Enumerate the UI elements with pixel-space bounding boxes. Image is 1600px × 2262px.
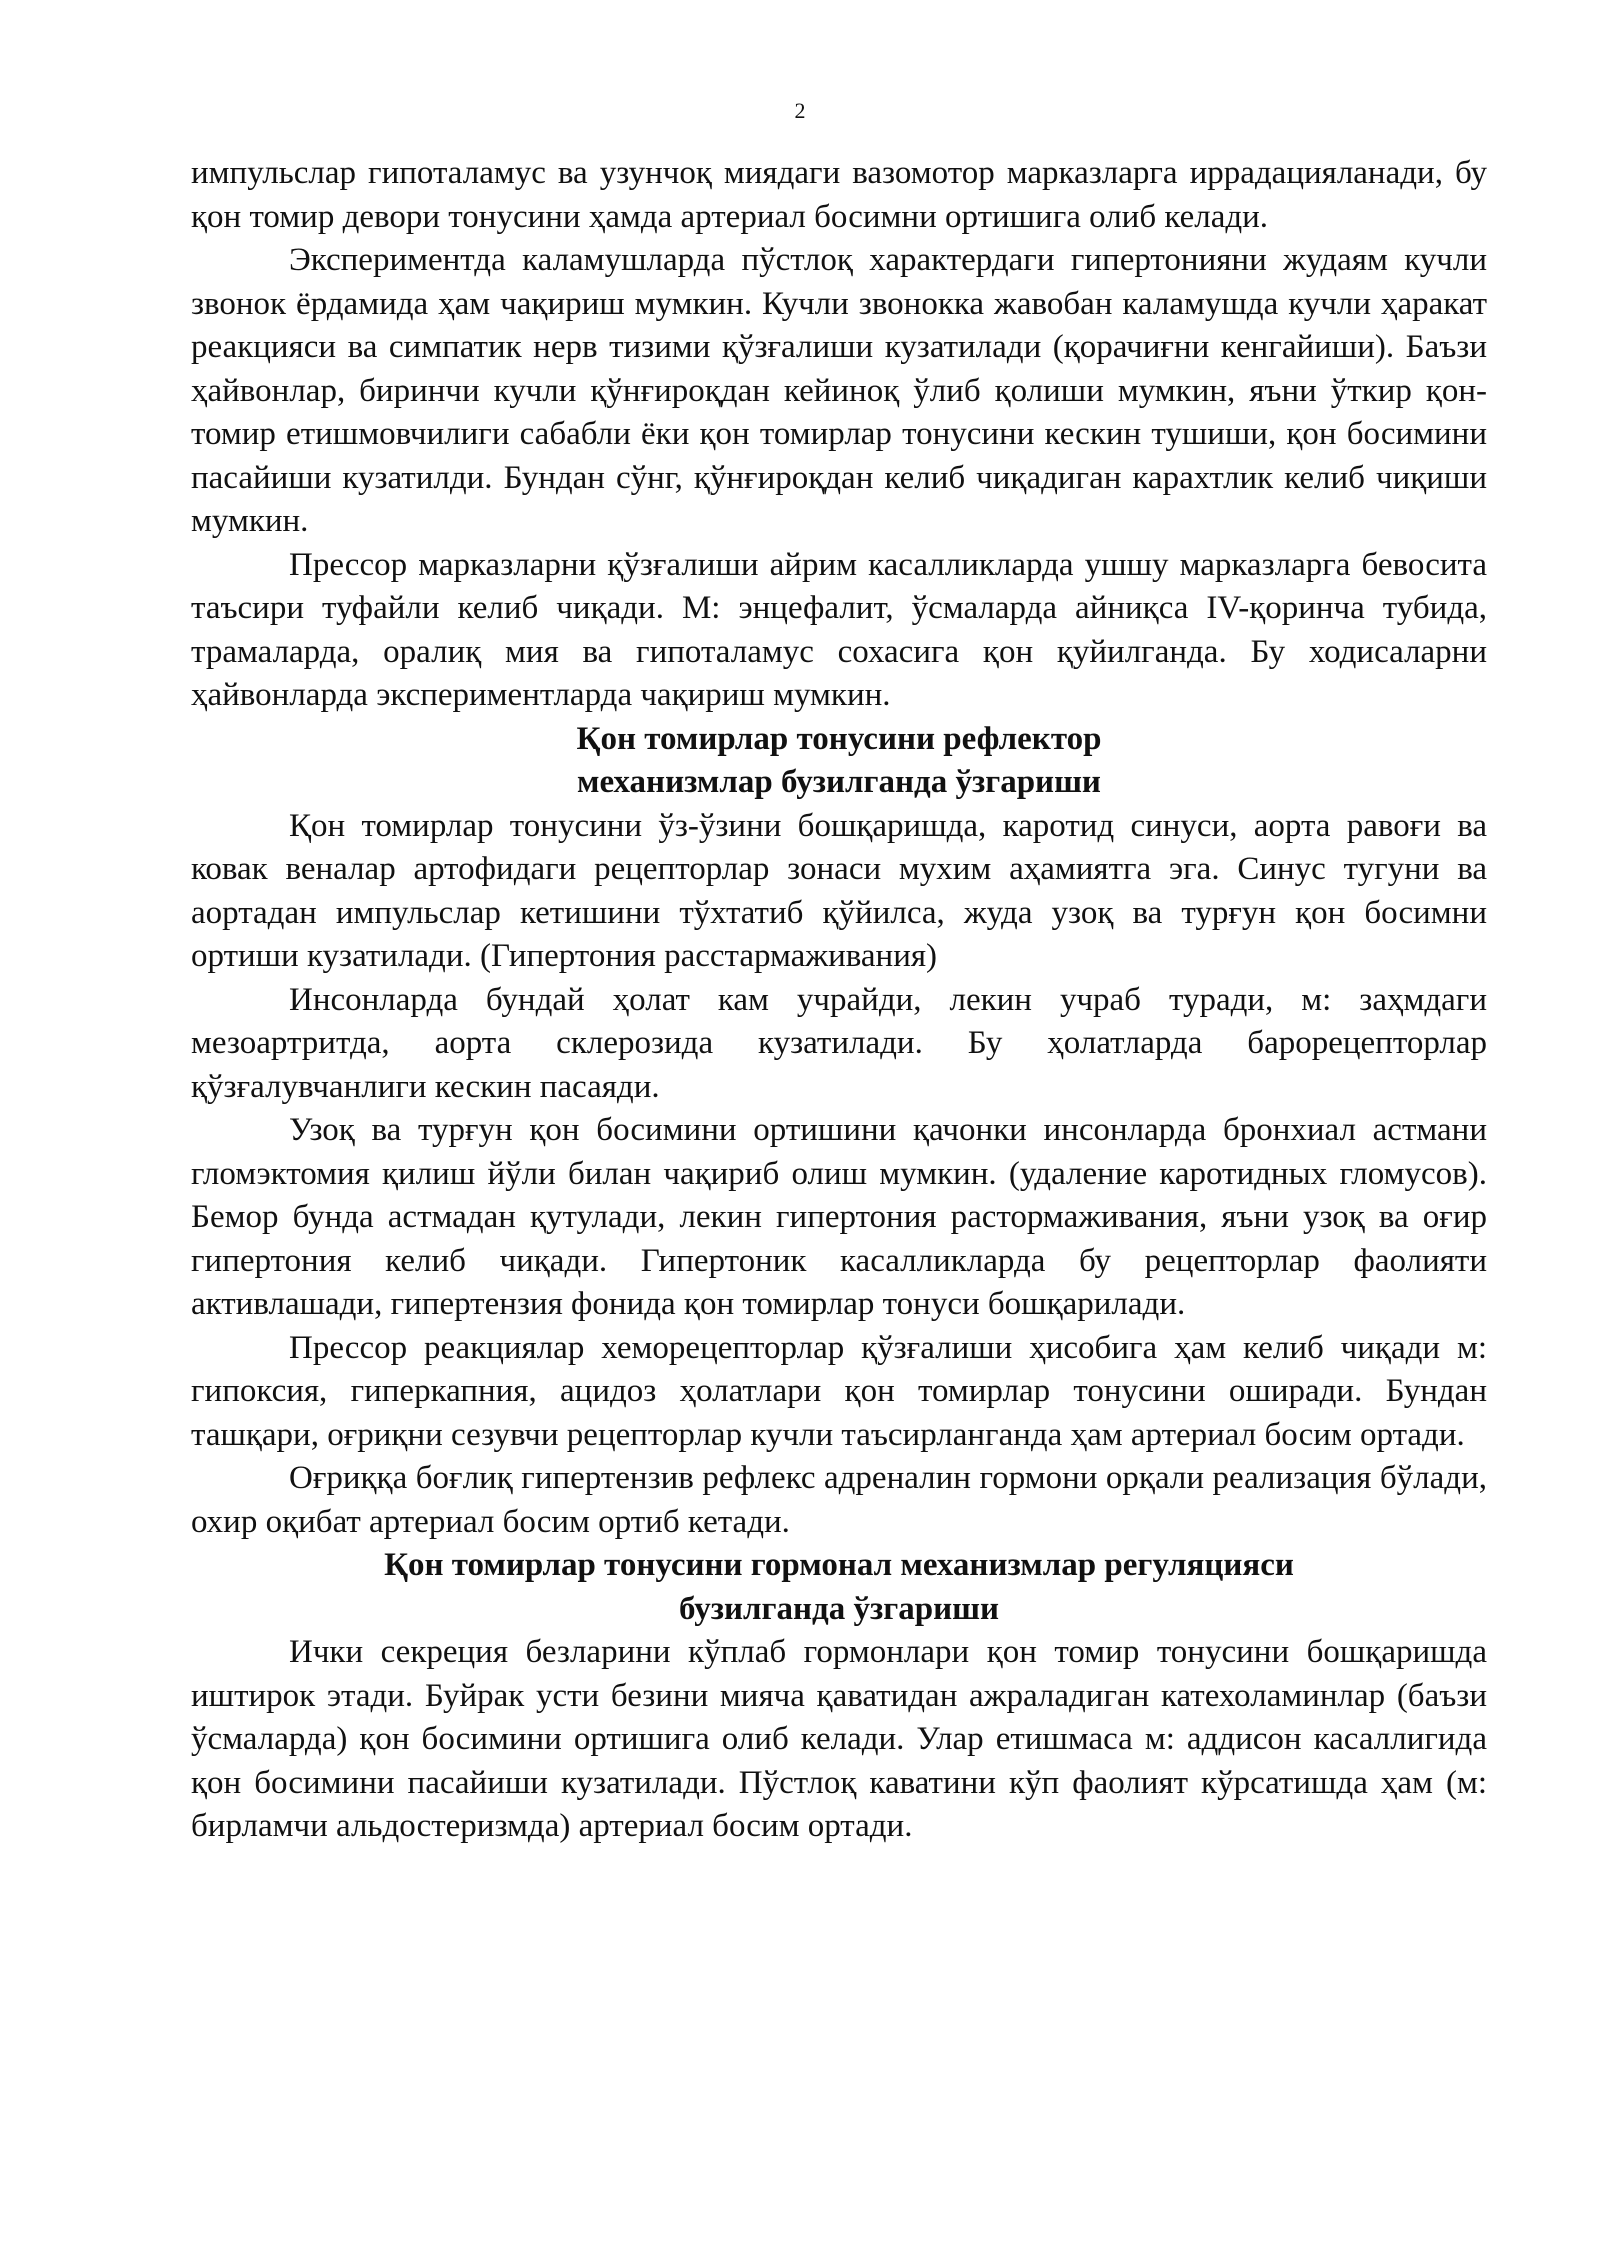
document-body xyxy=(191,152,1487,1849)
paragraph-1: импульслар гипоталамус ва узунчоқ миядаги вазомотор марказларга иррадацияланади, бу қон томир девори тонусини ҳамда артериал босимни ортишига олиб келади. xyxy=(191,155,1487,235)
paragraph-5: Инсонларда бундай ҳолат кам учрайди, лекин учраб туради, м: заҳмдаги мезоартритда, аорта склерозида кузатилади. Бу ҳолатларда барорецепторлар қўзғалувчанлиги кескин пасаяди. xyxy=(191,981,1487,1105)
paragraph-7: Прессор реакциялар хеморецепторлар қўзғалиши ҳисобига ҳам келиб чиқади м: гипоксия, гиперкапния, ацидоз ҳолатлари қон томирлар тонусини оширади. Бундан ташқари, оғриқни сезувчи рецепторлар кучли таъсирланганда ҳам артериал босим ортади. xyxy=(191,1329,1487,1453)
section-heading-line: Қон томирлар тонусини рефлектор xyxy=(576,720,1102,757)
section-heading-1 xyxy=(191,718,1487,805)
section-heading-line: механизмлар бузилганда ўзгариши xyxy=(577,764,1101,800)
section-heading-line: Қон томирлар тонусини гормонал механизмлар регуляцияси xyxy=(384,1547,1294,1583)
paragraph-9: Ички секреция безларини кўплаб гормонлари қон томир тонусини бошқаришда иштирок этади. Буйрак усти безини мияча қаватидан ажраладиган катехоламинлар (баъзи ўсмаларда) қон босимини ортишига олиб келади. Улар етишмаса м: аддисон касаллигида қон босимини пасайиши кузатилади. Пўстлоқ каватини кўп фаолият кўрсатишда ҳам (м: бирламчи альдостеризмда) артериал босим ортади. xyxy=(191,1634,1487,1844)
paragraph-4: Қон томирлар тонусини ўз-ўзини бошқаришда, каротид синуси, аорта равоғи ва ковак веналар артофидаги рецепторлар зонаси мухим аҳамиятга эга. Синус тугуни ва аортадан импульслар кетишини тўхтатиб қўйилса, жуда узоқ ва турғун қон босимни ортиши кузатилади. (Гипертония расстармаживания) xyxy=(191,807,1487,974)
section-heading-2 xyxy=(191,1544,1487,1631)
paragraph-3: Прессор марказларни қўзғалиши айрим касалликларда ушшу марказларга бевосита таъсири туфайли келиб чиқади. М: энцефалит, ўсмаларда айниқса IV-қоринча тубида, трамаларда, оралиқ мия ва гипоталамус сохасига қон қуйилганда. Бу ходисаларни ҳайвонларда экспериментларда чақириш мумкин. xyxy=(191,546,1487,713)
paragraph-2: Экспериментда каламушларда пўстлоқ характердаги гипертонияни жудаям кучли звонок ёрдамида ҳам чақириш мумкин. Кучли звонокка жавобан каламушда кучли ҳаракат реакцияси ва симпатик нерв тизими қўзғалиши кузатилади (қорачиғни кенгайиши). Баъзи ҳайвонлар, биринчи кучли қўнғироқдан кейиноқ ўлиб қолиши мумкин, яъни ўткир қон-томир етишмовчилиги сабабли ёки қон томирлар тонусини кескин тушиши, қон босимини пасайиши кузатилди. Бундан сўнг, қўнғироқдан келиб чиқадиган карахтлик келиб чиқиши мумкин. xyxy=(191,242,1487,539)
paragraph-8: Оғриққа боғлиқ гипертензив рефлекс адреналин гормони орқали реализация бўлади, охир оқибат артериал босим ортиб кетади. xyxy=(191,1460,1487,1540)
page-number: 2 xyxy=(794,98,806,123)
paragraph-6: Узоқ ва турғун қон босимини ортишини қачонки инсонларда бронхиал астмани гломэктомия қилиш йўли билан чақириб олиш мумкин. (удаление каротидных гломусов). Бемор бунда астмадан қутулади, лекин гипертония растормаживания, яъни узоқ ва оғир гипертония келиб чиқади. Гипертоник касалликларда бу рецепторлар фаолияти активлашади, гипертензия фонида қон томирлар тонуси бошқарилади. xyxy=(191,1112,1487,1322)
section-heading-line: бузилганда ўзгариши xyxy=(679,1590,999,1627)
